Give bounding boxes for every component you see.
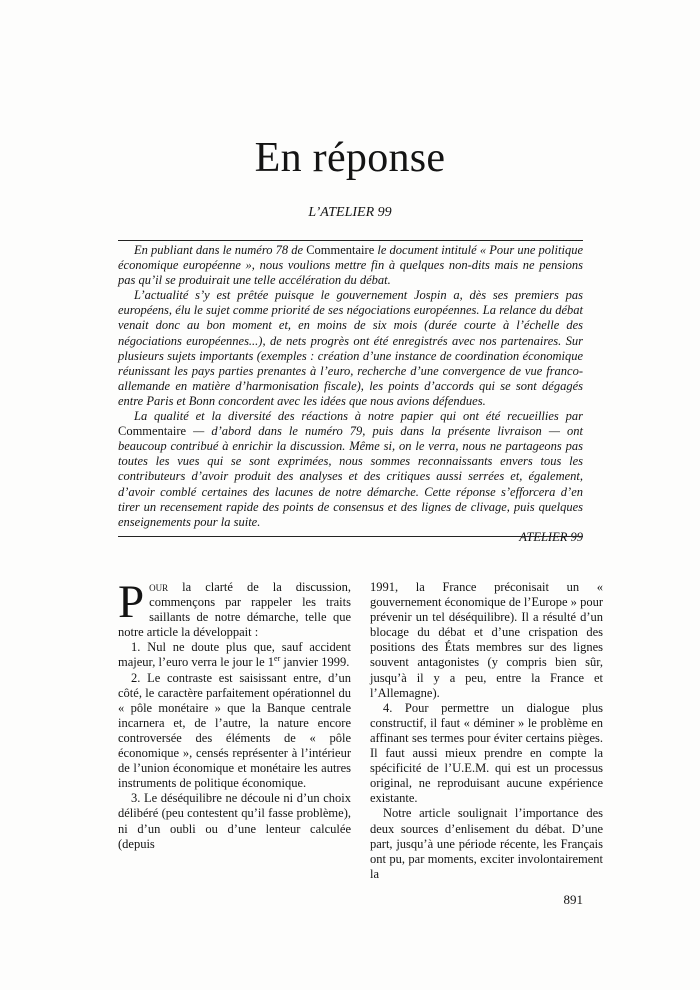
body-paragraph-5: 1991, la France préconisait un « gouvernement économique de l’Europe » pour prévenir un tel déséquilibre). Il a résulté d’un blocage du débat et d’une crispation des positions des États membres sur des lignes souvent antagonistes (y compris bien sûr, jusqu’à il y a peu, entre la France et l’Allemagne). — [370, 580, 603, 700]
drop-cap: P — [118, 576, 145, 628]
body-paragraph-2: 1. Nul ne doute plus que, sauf accident majeur, l’euro verra le jour le 1er janvier 1999. — [118, 640, 351, 670]
intro-bottom-rule — [118, 536, 583, 537]
body-paragraph-4: 3. Le déséquilibre ne découle ni d’un choix délibéré (peu contestent qu’il fasse problème), ni d’un oubli ou d’une lenteur calculée (depuis — [118, 791, 351, 851]
body-paragraph-1: Pour la clarté de la discussion, commençons par rappeler les traits saillants de notre démarche, telle que notre article la développait : — [118, 576, 351, 640]
intro-signature: ATELIER 99 — [519, 529, 583, 544]
page-number: 891 — [563, 892, 583, 907]
intro-paragraph-3: La qualité et la diversité des réactions à notre papier qui ont été recueillies par Commentaire — d’abord dans le numéro 79, puis dans la présente livraison — ont beaucoup contribué à enrichir la discussion. Même si, on le verra, nous ne partageons pas toutes les vues qui se sont exprimées, nous sommes reconnaissants envers tous les contributeurs d’avoir produit des analyses et des critiques aussi serrées et, également, d’avoir comblé certaines des lacunes de notre démarche. Cette réponse s’efforcera d’en tirer un recensement rapide des points de consensus et des lignes de clivage, puis quelques enseignements pour la suite. — [118, 409, 583, 529]
intro-top-rule — [118, 240, 583, 241]
intro-block — [118, 243, 583, 545]
body-column-right — [370, 580, 603, 882]
body-paragraph-3: 2. Le contraste est saisissant entre, d’un côté, le caractère parfaitement opérationnel du « pôle monétaire » que la Banque centrale incarnera et, de l’autre, la nature encore controversée des éléments de « pôle économique », censés représenter à l’intérieur de l’union économique et monétaire les autres instruments de politique économique. — [118, 670, 351, 791]
body-paragraph-7: Notre article soulignait l’importance des deux sources d’enlisement du débat. D’une part, jusqu’à une période récente, les Français ont pu, par moments, exciter involontairement la — [370, 806, 603, 881]
article-title: En réponse — [254, 135, 446, 181]
article-author: L’ATELIER 99 — [308, 205, 392, 220]
body-paragraph-6: 4. Pour permettre un dialogue plus constructif, il faut « déminer » le problème en affinant ses termes pour éviter certains pièges. Il faut aussi mieux prendre en compte la spécificité de l’U.E.M. qui est un processus original, ne reproduisant aucune expérience existante. — [370, 700, 603, 806]
body-column-left — [118, 576, 351, 852]
intro-paragraph-2: L’actualité s’y est prêtée puisque le gouvernement Jospin a, dès ses premiers pas européens, élu le sujet comme priorité de ses négociations européennes. La relance du débat venait donc au bon moment et, en moins de six mois (durée courte à l’échelle des négociations européennes...), de nets progrès ont été enregistrés avec nos partenaires. Sur plusieurs sujets importants (exemples : création d’une instance de coordination économique réunissant les pays parties prenantes à l’euro, recherche d’une convergence de vue franco-allemande en matière d’harmonisation fiscale), les points d’accords qui se sont dégagés entre Paris et Bonn concordent avec les idées que nous avions défendues. — [118, 288, 583, 408]
intro-paragraph-1: En publiant dans le numéro 78 de Commentaire le document intitulé « Pour une politique économique européenne », nous voulions mettre fin à quelques non-dits mais ne pensions pas qu’il se produirait une telle accélération du débat. — [118, 243, 583, 288]
